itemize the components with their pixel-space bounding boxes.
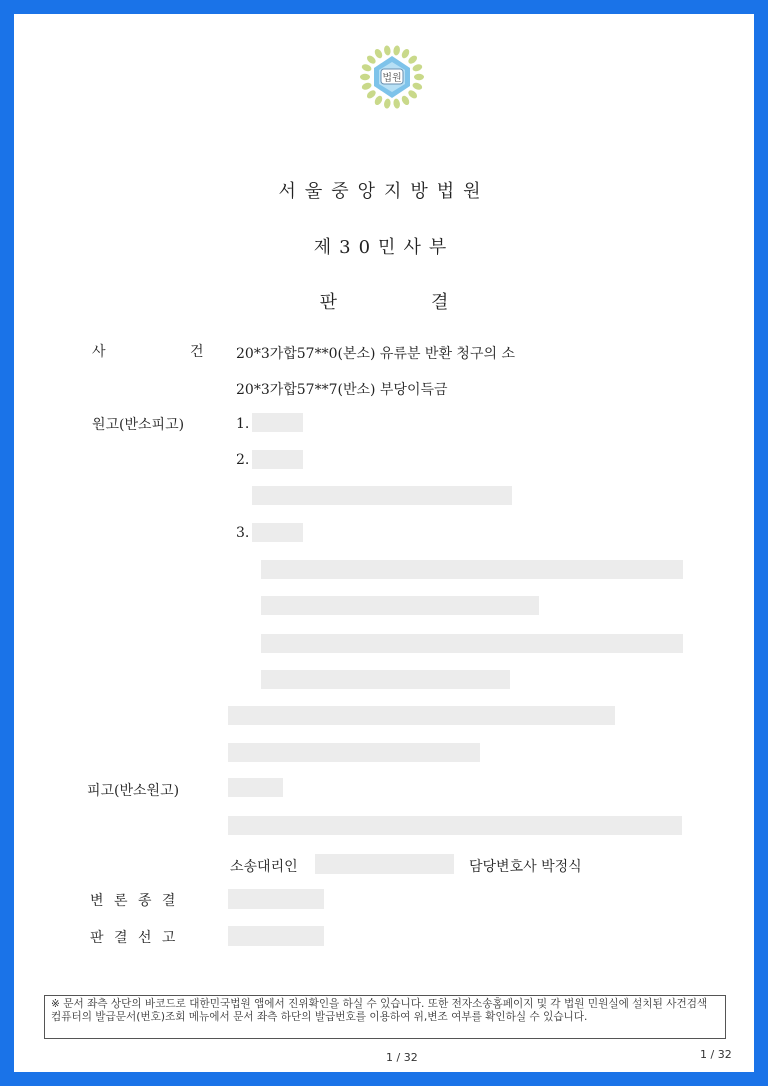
redacted-name — [252, 450, 303, 469]
document-page — [14, 14, 754, 1072]
document-type-right: 결 — [431, 292, 449, 313]
defendant-label: 피고(반소원고) — [87, 783, 180, 799]
document-type-left: 판 — [319, 292, 337, 313]
redacted-text — [228, 706, 615, 725]
case-line-main: 20*3가합57**0(본소) 유류분 반환 청구의 소 — [236, 346, 515, 362]
court-name: 서울중앙지방법원 — [278, 181, 490, 202]
redacted-name — [252, 413, 303, 432]
page-number-right: 1 / 32 — [700, 1048, 732, 1061]
argument-end-label: 변 론 종 결 — [90, 893, 179, 909]
case-line-counter: 20*3가합57**7(반소) 부당이득금 — [236, 382, 448, 398]
plaintiff-label: 원고(반소피고) — [92, 417, 185, 433]
redacted-text — [228, 743, 480, 762]
redacted-text — [261, 596, 539, 615]
redacted-address — [228, 816, 682, 835]
plaintiff-item-3: 3. — [236, 525, 250, 541]
page-number-center: 1 / 32 — [386, 1051, 418, 1064]
redacted-name — [252, 523, 303, 542]
redacted-name — [228, 778, 283, 797]
agent-label: 소송대리인 — [230, 859, 298, 875]
redacted-text — [261, 670, 510, 689]
redacted-address — [252, 486, 512, 505]
redacted-text — [261, 634, 683, 653]
emblem-text: 법원 — [382, 73, 402, 84]
court-emblem-icon — [357, 42, 427, 112]
redacted-text — [261, 560, 683, 579]
judgment-date-label: 판 결 선 고 — [90, 930, 179, 946]
document-type — [14, 288, 754, 314]
plaintiff-item-1: 1. — [236, 416, 250, 432]
attorney-name: 담당변호사 박정식 — [469, 859, 582, 875]
redacted-firm — [315, 854, 454, 874]
plaintiff-item-2: 2. — [236, 452, 250, 468]
redacted-date — [228, 889, 324, 909]
division-name: 제30민사부 — [313, 237, 455, 258]
verification-notice: ※ 문서 좌측 상단의 바코드로 대한민국법원 앱에서 진위확인을 하실 수 있습니다. 또한 전자소송홈페이지 및 각 법원 민원실에 설치된 사건검색 컴퓨터의 발급문서(번호)조회 메뉴에서 문서 좌측 하단의 발급번호를 이용하여 위,변조 여부를 확인하실 수 있습니다. — [44, 995, 726, 1039]
redacted-date — [228, 926, 324, 946]
case-label: 사 건 — [92, 344, 244, 360]
